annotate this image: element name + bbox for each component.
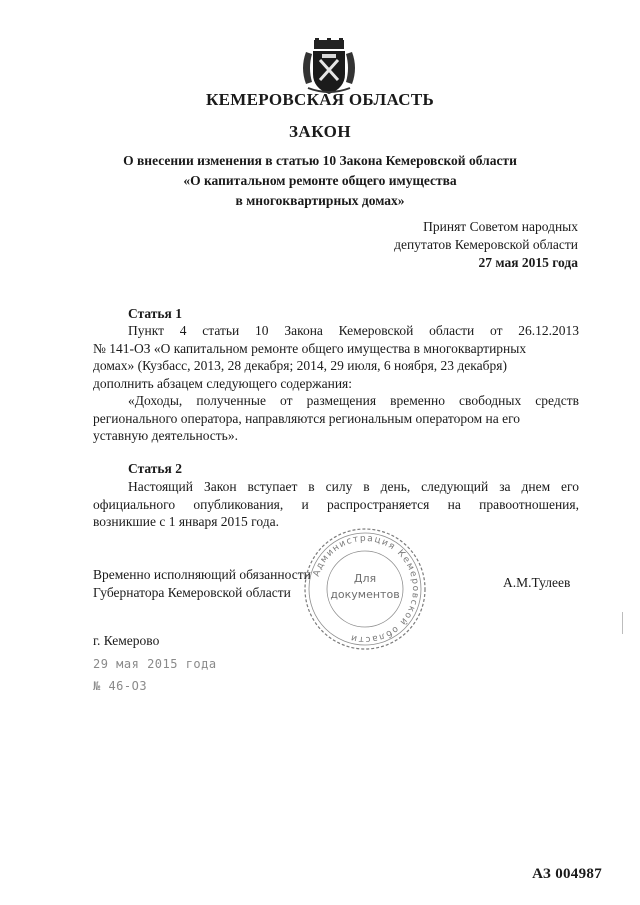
signatory-position (93, 566, 311, 602)
typed-date: 29 мая 2015 года (93, 657, 217, 671)
city-name: г. Кемерово (93, 633, 160, 648)
typed-number: № 46-ОЗ (93, 679, 148, 693)
region-title: КЕМЕРОВСКАЯ ОБЛАСТЬ (206, 90, 434, 109)
article-1-heading: Статья 1 (128, 306, 182, 321)
coat-of-arms-icon (300, 38, 358, 96)
paragraph-line: Пункт 4 статьи 10 Закона Кемеровской области от 26.12.2013 (128, 323, 579, 338)
subject-line: О внесении изменения в статью 10 Закона Кемеровской области (123, 153, 517, 168)
paragraph-line: уставную деятельность». (93, 428, 238, 443)
adoption-line: Принят Советом народных (423, 219, 578, 234)
adoption-block (394, 218, 578, 272)
subject-line: в многоквартирных домах» (235, 193, 405, 208)
form-serial-number: АЗ 004987 (532, 866, 602, 882)
seal-center-line: документов (330, 588, 400, 601)
seal-ring-text: Администрация Кемеровской области (311, 533, 421, 645)
paragraph-line: официального опубликования, и распространяется на правоотношения, (93, 496, 579, 512)
paragraph-line: возникшие с 1 января 2015 года. (93, 514, 279, 529)
article-1-paragraph-2 (93, 392, 579, 445)
article-2-paragraph (93, 478, 579, 531)
seal-center-line: Для (353, 572, 377, 585)
paragraph-line: № 141-ОЗ «О капитальном ремонте общего имущества в многоквартирных (93, 340, 527, 356)
paragraph-line: домах» (Кузбасс, 2013, 28 декабря; 2014, 29 июля, 6 ноября, 23 декабря) (93, 358, 507, 373)
article-1-paragraph-1 (93, 322, 579, 392)
official-seal (302, 526, 428, 652)
subject-line: «О капитальном ремонте общего имущества (183, 173, 457, 188)
law-subject (0, 151, 640, 211)
paragraph-line: дополнить абзацем следующего содержания: (93, 375, 353, 391)
position-line: Губернатора Кемеровской области (93, 585, 291, 600)
adoption-date: 27 мая 2015 года (478, 255, 578, 270)
paragraph-line: Настоящий Закон вступает в силу в день, следующий за днем его (128, 479, 579, 494)
document-type-title: ЗАКОН (288, 122, 352, 141)
paragraph-line: регионального оператора, направляются региональным оператором на его (93, 410, 521, 426)
paragraph-line: «Доходы, полученные от размещения временно свободных средств (128, 393, 579, 408)
edge-mark (622, 612, 629, 634)
article-2-heading: Статья 2 (128, 461, 182, 476)
signatory-name: А.М.Тулеев (503, 575, 571, 590)
position-line: Временно исполняющий обязанности (93, 567, 311, 582)
adoption-line: депутатов Кемеровской области (394, 237, 578, 252)
